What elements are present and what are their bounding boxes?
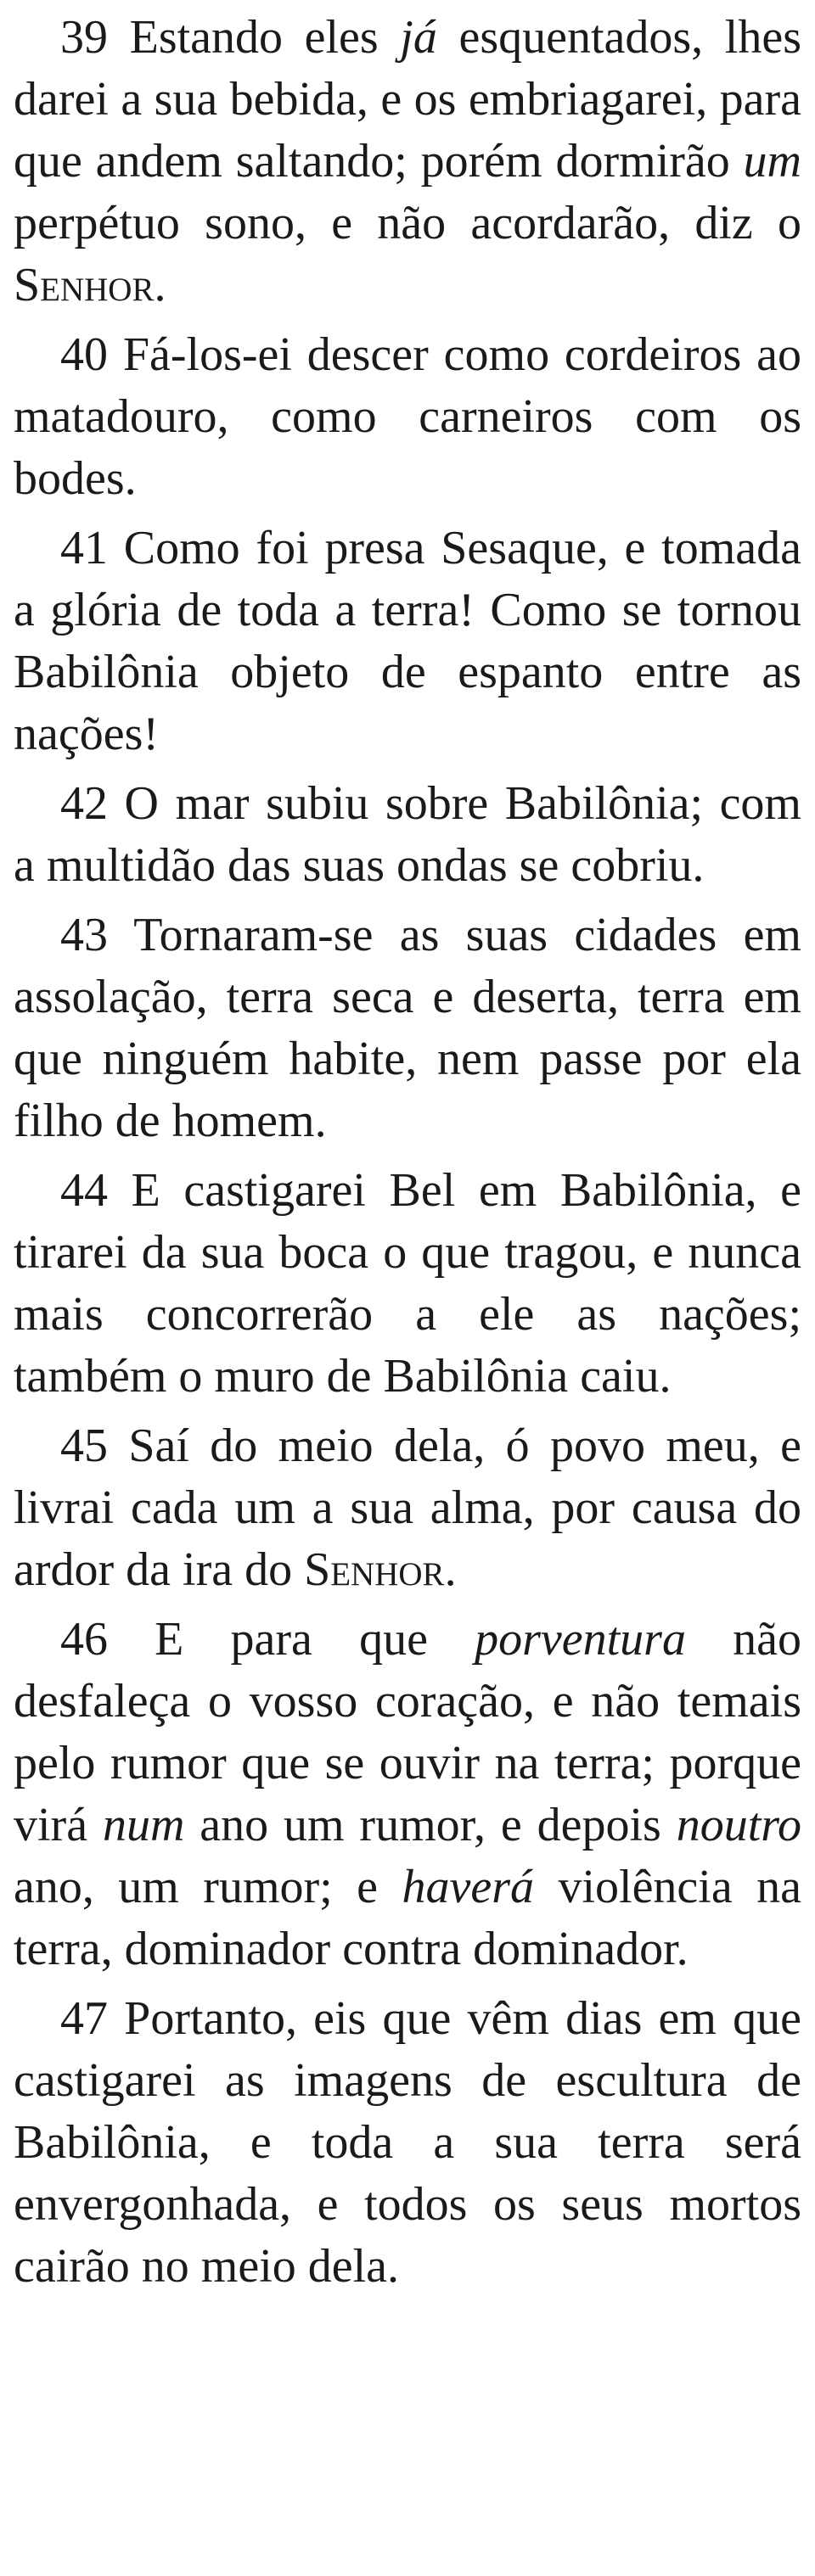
- verse-number: 44: [60, 1164, 108, 1217]
- verse-text-smallcaps: Senhor: [14, 259, 155, 311]
- verse-42: [14, 773, 801, 897]
- verse-text: ano um rumor, e depois: [184, 1799, 677, 1851]
- verse-text: Estando eles: [108, 11, 401, 64]
- verse-text: Tornaram-se as suas cidades em assolação, terra seca e deserta, terra em que ninguém habite, nem passe por ela filho de homem.: [14, 909, 801, 1147]
- verse-text: ano, um rumor; e: [14, 1861, 402, 1913]
- verse-list: [14, 7, 801, 2298]
- verse-text: O mar subiu sobre Babilônia; com a multidão das suas ondas se cobriu.: [14, 777, 801, 892]
- verse-number: 41: [60, 522, 108, 574]
- verse-text: E castigarei Bel em Babilônia, e tirarei da sua boca o que tragou, e nunca mais concorrerão a ele as nações; também o muro de Babilônia caiu.: [14, 1164, 801, 1403]
- verse-46: [14, 1609, 801, 1980]
- verse-number: 42: [60, 777, 108, 830]
- verse-43: [14, 904, 801, 1152]
- verse-text: .: [154, 259, 166, 311]
- verse-text: .: [444, 1543, 457, 1596]
- verse-40: [14, 324, 801, 510]
- verse-text: perpétuo sono, e não acordarão, diz o: [14, 197, 801, 249]
- verse-text-italic: noutro: [676, 1799, 801, 1851]
- verse-text: Saí do meio dela, ó povo meu, e livrai cada um a sua alma, por causa do ardor da ira do: [14, 1420, 801, 1596]
- verse-text: esquentados, lhes darei a sua bebida, e os embriagarei, para que andem saltando; porém dormirão: [14, 11, 801, 188]
- verse-text: Como foi presa Sesaque, e tomada a glória de toda a terra! Como se tornou Babilônia objeto de espanto entre as nações!: [14, 522, 801, 760]
- verse-number: 47: [60, 1992, 108, 2045]
- verse-text-italic: já: [400, 11, 437, 64]
- verse-number: 40: [60, 328, 108, 381]
- verse-text: Fá-los-ei descer como cordeiros ao matadouro, como carneiros com os bodes.: [14, 328, 801, 505]
- verse-47: [14, 1988, 801, 2298]
- verse-number: 39: [60, 11, 108, 64]
- verse-number: 46: [60, 1613, 108, 1666]
- verse-45: [14, 1415, 801, 1601]
- verse-44: [14, 1160, 801, 1408]
- verse-text: E para que: [108, 1613, 475, 1666]
- verse-text-italic: porventura: [475, 1613, 686, 1666]
- verse-text-italic: haverá: [402, 1861, 534, 1913]
- verse-text-italic: um: [743, 135, 801, 188]
- verse-41: [14, 518, 801, 765]
- verse-text: violência na terra, dominador contra dominador.: [14, 1861, 801, 1975]
- verse-text-smallcaps: Senhor: [304, 1543, 445, 1596]
- verse-39: [14, 7, 801, 316]
- verse-number: 45: [60, 1420, 108, 1472]
- verse-number: 43: [60, 909, 108, 961]
- verse-text-italic: num: [102, 1799, 185, 1851]
- verse-text: não desfaleça o vosso coração, e não temais pelo rumor que se ouvir na terra; porque virá: [14, 1613, 801, 1851]
- verse-text: Portanto, eis que vêm dias em que castigarei as imagens de escultura de Babilônia, e toda a sua terra será envergonhada, e todos os seus mortos cairão no meio dela.: [14, 1992, 801, 2293]
